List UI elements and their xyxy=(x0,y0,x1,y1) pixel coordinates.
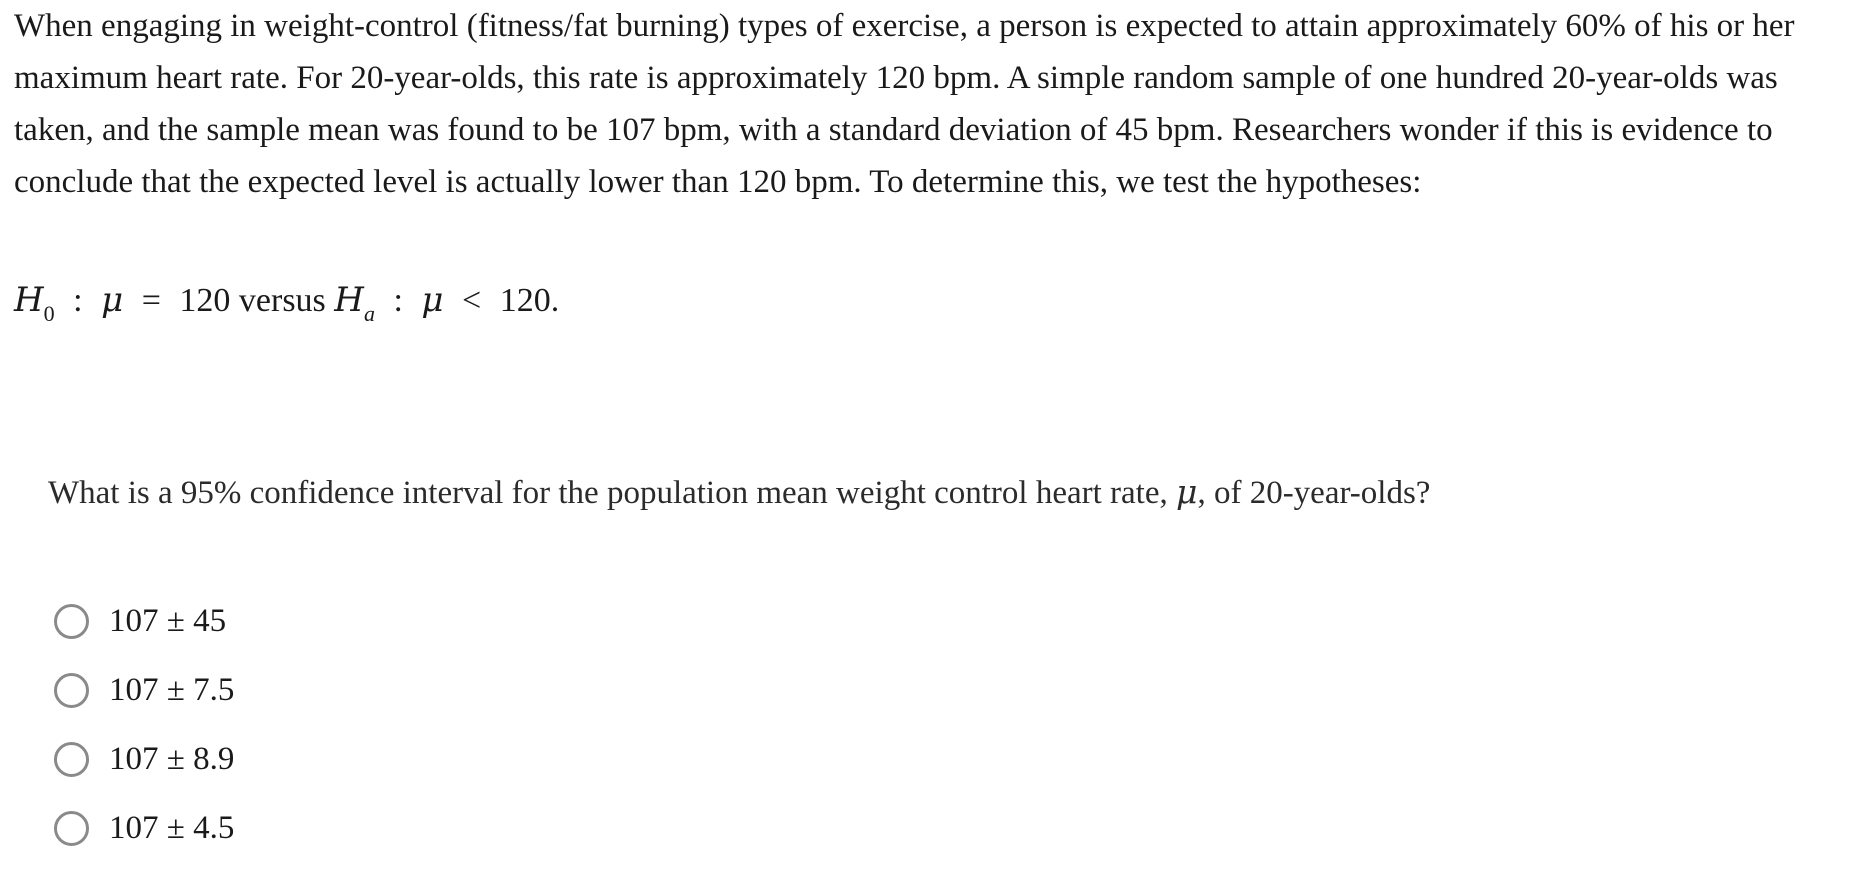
radio-button[interactable] xyxy=(54,811,89,846)
answer-option[interactable] xyxy=(54,725,234,794)
question-text-before: What is a 95% confidence interval for the population mean weight control heart rate, xyxy=(48,475,1176,511)
ha-subscript: a xyxy=(363,301,375,326)
answer-option-label: 107 ± 8.9 xyxy=(109,741,235,777)
answer-options xyxy=(54,587,234,863)
question-text-after: , of 20-year-olds? xyxy=(1197,475,1431,511)
null-value: 120 xyxy=(179,282,231,319)
answer-option-label: 107 ± 45 xyxy=(109,603,227,639)
problem-statement: When engaging in weight-control (fitness/fat burning) types of exercise, a person is expected to attain approximately 60% of his or her maximum heart rate. For 20-year-olds, this rate is approximately 120 bpm. A simple random sample of one hundred 20-year-olds was taken, and the sample mean was found to be 107 bpm, with a standard deviation of 45 bpm. Researchers wonder if this is evidence to conclude that the expected level is actually lower than 120 bpm. To determine this, we test the hypotheses: xyxy=(14,8,1795,200)
answer-option-label: 107 ± 4.5 xyxy=(109,810,235,846)
versus-word: versus xyxy=(238,282,326,319)
radio-button[interactable] xyxy=(54,742,89,777)
colon-1: : xyxy=(73,282,83,319)
h0-symbol: H xyxy=(14,280,44,320)
ha-symbol: H xyxy=(334,280,364,320)
colon-2: : xyxy=(393,282,403,319)
mu-symbol-1: μ xyxy=(101,280,124,320)
answer-option[interactable] xyxy=(54,794,234,863)
question-mu-symbol: μ xyxy=(1176,472,1198,511)
radio-button[interactable] xyxy=(54,604,89,639)
answer-option-label: 107 ± 7.5 xyxy=(109,672,235,708)
alternative-value: 120. xyxy=(499,282,560,319)
equals-sign: = xyxy=(141,282,161,319)
answer-option[interactable] xyxy=(54,656,234,725)
less-than-sign: < xyxy=(462,282,482,319)
hypotheses-statement xyxy=(14,275,559,329)
answer-option[interactable] xyxy=(54,587,234,656)
mu-symbol-2: μ xyxy=(421,280,444,320)
radio-button[interactable] xyxy=(54,673,89,708)
h0-subscript: 0 xyxy=(43,301,55,326)
question-prompt xyxy=(48,467,1430,518)
